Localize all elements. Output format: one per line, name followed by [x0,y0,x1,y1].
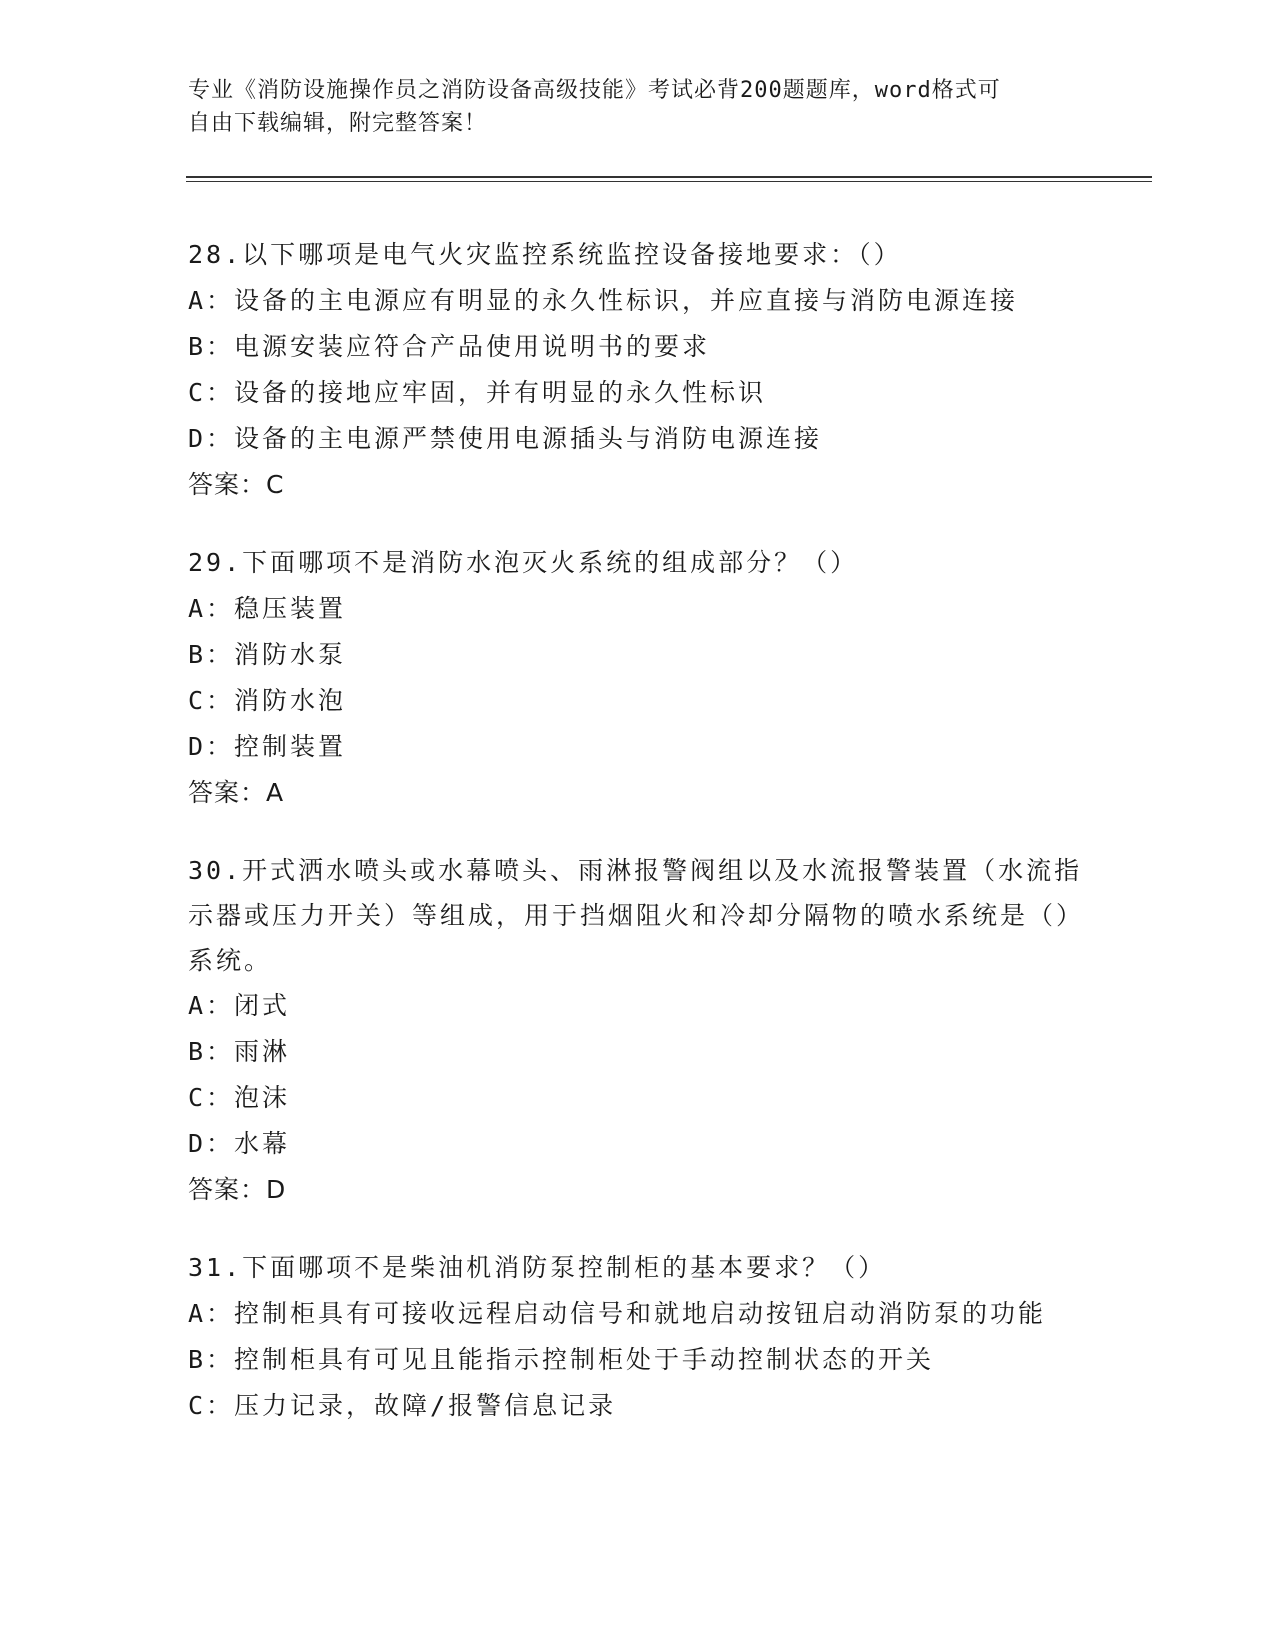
option-b: B：电源安装应符合产品使用说明书的要求 [188,332,711,361]
option-d: D：水幕 [188,1129,291,1158]
question-list [188,232,1088,1461]
header-line-2: 自由下载编辑，附完整答案！ [188,111,488,136]
header-divider-thin [186,181,1152,182]
option-c: C：消防水泡 [188,686,347,715]
answer-label: 答案：C [188,470,285,499]
option-c: C：泡沫 [188,1083,291,1112]
option-d: D：设备的主电源严禁使用电源插头与消防电源连接 [188,424,823,453]
answer-label: 答案：A [188,778,285,807]
option-b: B：雨淋 [188,1037,291,1066]
question-stem: 30.开式洒水喷头或水幕喷头、雨淋报警阀组以及水流报警装置（水流指示器或压力开关）等组成，用于挡烟阻火和冷却分隔物的喷水系统是（）系统。 [188,856,1085,975]
question-stem: 31.下面哪项不是柴油机消防泵控制柜的基本要求？（） [188,1253,887,1282]
question-31 [188,1245,1088,1429]
option-a: A：设备的主电源应有明显的永久性标识，并应直接与消防电源连接 [188,286,1019,315]
option-b: B：控制柜具有可见且能指示控制柜处于手动控制状态的开关 [188,1345,935,1374]
answer-label: 答案：D [188,1175,287,1204]
option-d: D：控制装置 [188,732,347,761]
question-29 [188,540,1088,816]
option-a: A：稳压装置 [188,594,347,623]
header-divider-thick [186,176,1152,178]
question-stem: 28.以下哪项是电气火灾监控系统监控设备接地要求：（） [188,240,902,269]
header-line-1: 专业《消防设施操作员之消防设备高级技能》考试必背200题题库，word格式可 [188,78,1001,103]
option-a: A：控制柜具有可接收远程启动信号和就地启动按钮启动消防泵的功能 [188,1299,1047,1328]
option-a: A：闭式 [188,991,291,1020]
question-28 [188,232,1088,508]
question-30 [188,848,1088,1213]
option-c: C：压力记录，故障/报警信息记录 [188,1391,617,1420]
document-header [188,74,1088,140]
option-b: B：消防水泵 [188,640,347,669]
option-c: C：设备的接地应牢固，并有明显的永久性标识 [188,378,767,407]
question-stem: 29.下面哪项不是消防水泡灭火系统的组成部分？（） [188,548,859,577]
